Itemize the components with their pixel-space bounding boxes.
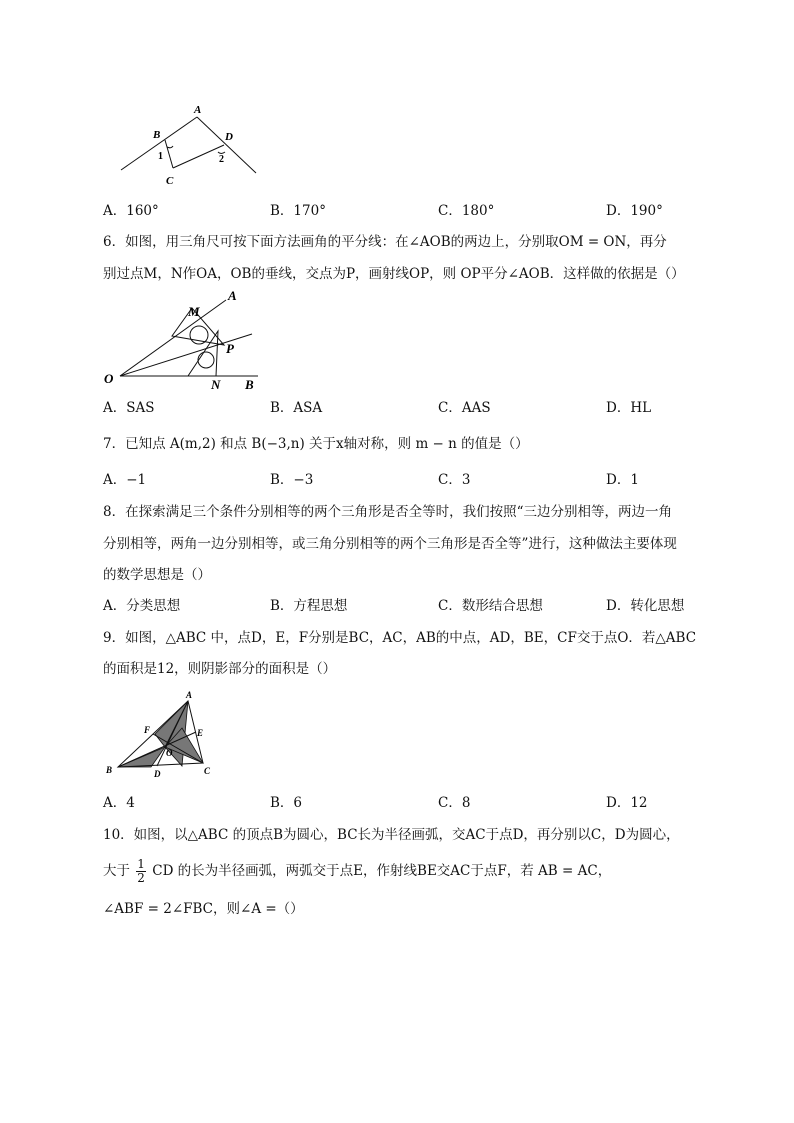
q6-text-line1: 6．如图，用三角尺可按下面方法画角的平分线：在∠AOB的两边上，分别取OM = ON，再分 (103, 234, 667, 250)
fig-q6-label-o: O (104, 371, 114, 386)
fig-q6-label-n: N (211, 377, 221, 392)
q9-option-c[interactable]: C．8 (438, 795, 471, 811)
q9-option-a[interactable]: A．4 (103, 795, 135, 811)
q8-option-a[interactable]: A．分类思想 (103, 598, 181, 614)
q7-option-d[interactable]: D．1 (606, 472, 639, 488)
fig-q5-label-c: C (166, 175, 174, 187)
q8-option-d[interactable]: D．转化思想 (606, 598, 685, 614)
q6-option-b[interactable]: B．ASA (270, 400, 323, 416)
fig-q5-label-d: D (225, 131, 233, 143)
q9-option-d[interactable]: D．12 (606, 795, 648, 811)
q9-text-line2: 的面积是12，则阴影部分的面积是（） (103, 661, 337, 677)
q8-options (103, 596, 703, 616)
q9-option-b[interactable]: B．6 (270, 795, 303, 811)
fig-q9-label-a: A (186, 690, 193, 700)
q8-text-line1: 8．在探索满足三个条件分别相等的两个三角形是否全等时，我们按照“三边分别相等，两边一角 (103, 504, 672, 520)
q9-text-line1: 9．如图，△ABC 中，点D，E，F分别是BC，AC，AB的中点，AD，BE，CF交于点O．若△ABC (103, 630, 697, 646)
q5-option-b[interactable]: B．170° (270, 203, 326, 219)
q9-options (103, 793, 703, 813)
fig-q5-label-b: B (153, 129, 161, 141)
q8-option-b[interactable]: B．方程思想 (270, 598, 348, 614)
q7-option-b[interactable]: B．−3 (270, 472, 314, 488)
q5-option-d[interactable]: D．190° (606, 203, 663, 219)
q7-option-c[interactable]: C．3 (438, 472, 471, 488)
fig-q5-label-a: A (194, 104, 202, 116)
fraction-numerator: 1 (137, 857, 145, 871)
q7-option-a[interactable]: A．−1 (103, 472, 147, 488)
fraction-one-half (136, 858, 146, 885)
q6-option-c[interactable]: C．AAS (438, 400, 491, 416)
q6-options (103, 398, 703, 418)
fraction-denominator: 2 (137, 871, 145, 885)
q10-text-line1: 10．如图，以△ABC 的顶点B为圆心，BC长为半径画弧，交AC于点D，再分别以C，D为圆心， (103, 827, 680, 843)
q10-line2-pre: 大于 (103, 863, 130, 879)
q8-text-line3: 的数学思想是（） (103, 567, 211, 583)
fig-q9-label-e: E (197, 728, 204, 738)
figure-q9 (100, 688, 220, 780)
q7-options (103, 470, 703, 490)
fig-q6-label-a: A (228, 288, 237, 303)
fig-q9-label-o: O (166, 748, 173, 758)
figure-q6 (100, 285, 270, 393)
q10-text-line3: ∠ABF = 2∠FBC，则∠A =（） (103, 901, 304, 917)
q8-option-c[interactable]: C．数形结合思想 (438, 598, 543, 614)
fig-q6-label-p: P (226, 341, 234, 356)
fig-q6-label-m: M (188, 304, 200, 319)
fig-q9-label-b: B (106, 765, 113, 775)
fig-q9-label-d: D (154, 769, 161, 779)
q6-option-a[interactable]: A．SAS (103, 400, 155, 416)
fig-q9-label-c: C (204, 766, 211, 776)
q6-text-line2: 别过点M，N作OA，OB的垂线，交点为P，画射线OP，则 OP平分∠AOB．这样做的依据是（） (103, 266, 685, 282)
fig-q5-label-2: 2 (219, 154, 224, 165)
fig-q5-label-1: 1 (158, 151, 163, 162)
q5-option-c[interactable]: C．180° (438, 203, 495, 219)
q5-option-a[interactable]: A．160° (103, 203, 159, 219)
fig-q6-label-b: B (245, 377, 254, 392)
q10-line2-post: CD 的长为半径画弧，两弧交于点E，作射线BE交AC于点F，若 AB = AC， (152, 863, 612, 879)
q6-option-d[interactable]: D．HL (606, 400, 652, 416)
q8-text-line2: 分别相等，两角一边分别相等，或三角分别相等的两个三角形是否全等”进行，这种做法主要体现 (103, 536, 677, 552)
q7-text-line1: 7．已知点 A(m,2) 和点 B(−3,n) 关于x轴对称，则 m − n 的值是（） (103, 436, 529, 452)
q5-options (103, 201, 703, 221)
q10-text-line2 (103, 856, 611, 886)
figure-q5 (115, 100, 265, 190)
fig-q9-label-f: F (144, 725, 151, 735)
